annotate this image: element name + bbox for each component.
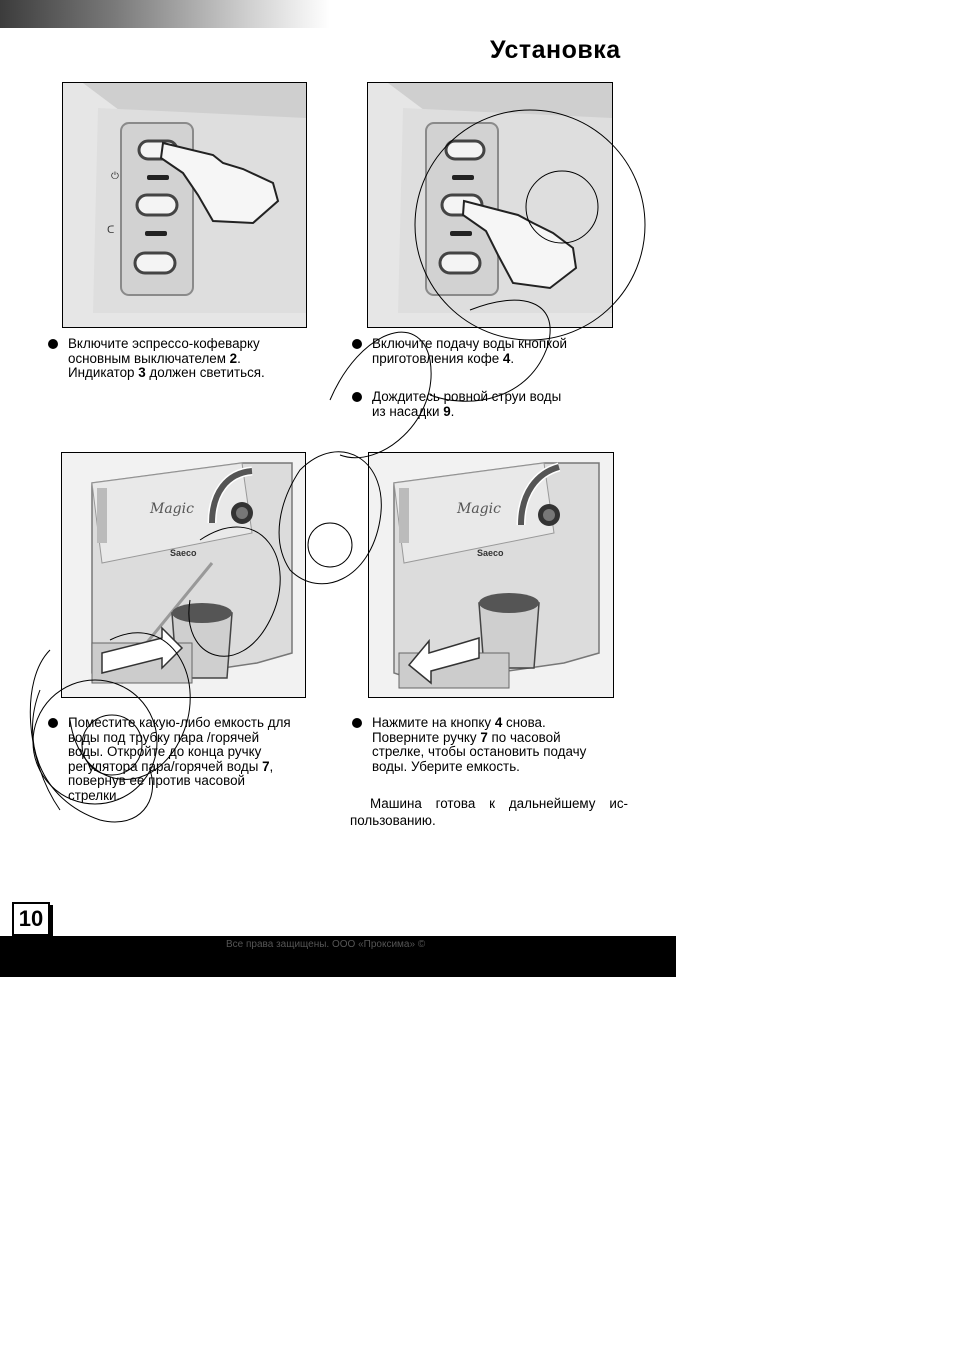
step-3: Дождитесь ровной струи воды из насадки 9.	[352, 390, 622, 419]
bullet-icon	[352, 339, 362, 349]
photo-machine-jug-open	[61, 452, 306, 698]
photo-coffee-button	[367, 82, 613, 328]
step-1: Включите эспрессо-кофеварку основным выключателем 2. Индикатор 3 должен светиться.	[48, 337, 318, 381]
page-title: Установка	[490, 36, 621, 64]
svg-text:⏻: ⏻	[111, 171, 119, 182]
photo-machine-jug-close	[368, 452, 614, 698]
bullet-icon	[352, 718, 362, 728]
machine-brand-label: Saeco	[170, 548, 197, 558]
page-number: 10	[12, 902, 50, 936]
footer-bar	[0, 936, 676, 977]
header-gradient-bar	[0, 0, 330, 28]
photo-main-switch	[62, 82, 307, 328]
svg-text:ᑕ: ᑕ	[107, 225, 115, 236]
step-4: Поместите какую-либо емкость для воды под трубку пара /горячей воды. Откройте до конца ручку регулятора пара/горячей воды 7, повернув ее против часовой стрелки.	[48, 716, 328, 804]
bullet-icon	[48, 718, 58, 728]
machine-model-label: Magic	[150, 501, 194, 517]
bullet-icon	[352, 392, 362, 402]
bullet-icon	[48, 339, 58, 349]
step-5: Нажмите на кнопку 4 снова. Поверните ручку 7 по часовой стрелке, чтобы остановить подачу воды. Уберите емкость.	[352, 716, 632, 774]
footer-copyright: Все права защищены. ООО «Проксима» ©	[226, 939, 426, 950]
closing-paragraph: Машина готова к дальнейшему использованию.	[350, 796, 628, 828]
svg-text:Magic: Magic	[457, 501, 501, 517]
svg-text:Saeco: Saeco	[477, 548, 504, 558]
step-2: Включите подачу воды кнопкой приготовления кофе 4.	[352, 337, 622, 366]
